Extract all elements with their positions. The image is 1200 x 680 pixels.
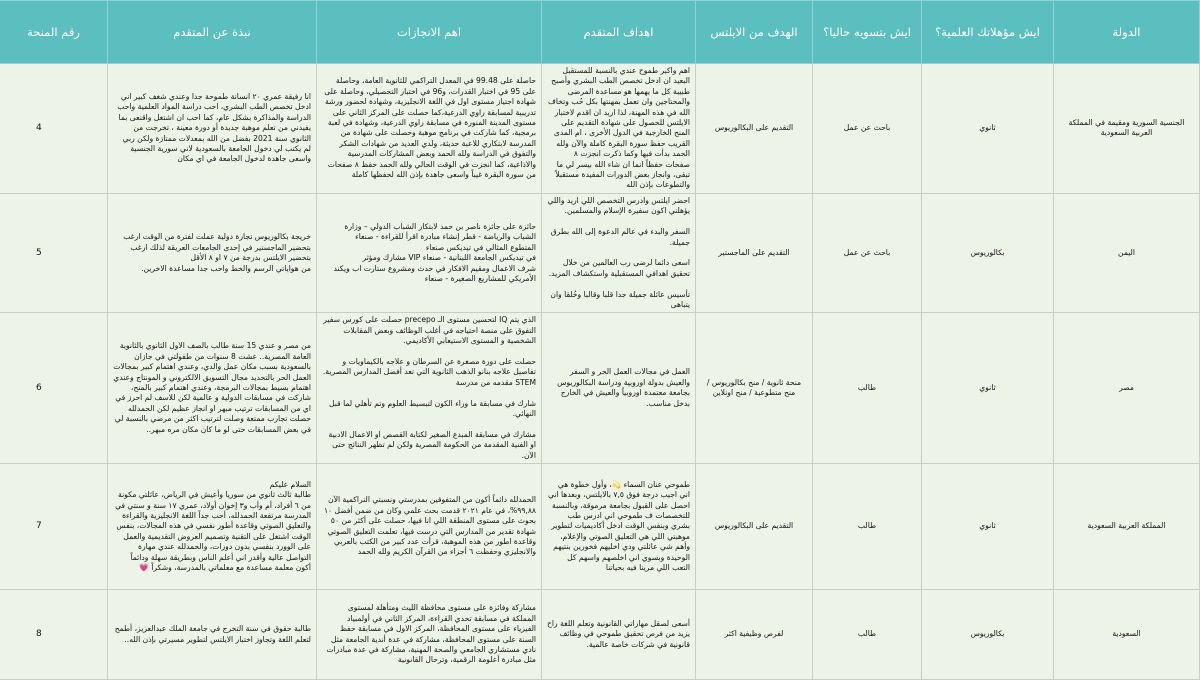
cell-goals[interactable] xyxy=(542,64,696,194)
cell-grant-number[interactable]: 5 xyxy=(0,193,108,312)
cell-achievements[interactable] xyxy=(317,193,542,312)
cell-qualification[interactable]: بكالوريوس xyxy=(922,590,1054,680)
header-about[interactable]: نبذة عن المتقدم xyxy=(108,1,317,64)
about-text: طالبة حقوق في سنة التخرج في جامعة الملك عبدالعزيز، أطمح لتعلم اللغة وتجاوز اختبار الايلتس لتطوير مسيرتي بإذن الله.. xyxy=(114,624,311,644)
goals-text: طموحي عنان السماء 💫، وأول خطوة هي اني اجيب درجة فوق ٧,٥ بالايلتس، وبعدها اني احصل على القبول بجامعة مرموقة، وبالنسبة للتخصصات ف طموحي اني ادرس طب بشري وبنفس الوقت ادخل أكاديميات لتطوير موهبتي اللي هي التعليق الصوتي والإعلام، وأهم شي عائلتي ودي اخليهم فخورين بنتيهم الوحيدة وبسوي اني اخلصهم واسهم كل التعب اللي مرينا فيه بحياتنا xyxy=(548,479,690,572)
cell-current-status[interactable]: طالب xyxy=(813,313,922,464)
cell-grant-number[interactable]: 6 xyxy=(0,313,108,464)
cell-about[interactable] xyxy=(108,193,317,312)
table-row xyxy=(0,590,1200,680)
cell-current-status[interactable]: باحث عن عمل xyxy=(813,193,922,312)
achievements-text: حاصلة على 99.48 في المعدل التراكمي للثانوية العامة، وحاصلة على 95 في اختبار القدرات، و96 في اختبار التحصيلي، وحاصلة على شهادة اجتياز مستوى اول في اللغة الانجليزية، وشهادة لحضور ورشة تدريبية لمسابقة راوي الدرعية،كما حصلت على المركز الثاني على مستوى المدينة المنورة في مسابقة راوي الدرعية، وشهادة في لعبة برمجية، كما شاركت في برنامج موهبة وحصلت على شهادة من المدرسة لابتكاري للاعبة حديثة، ولدي العديد من شهادات الشكر والتفوق في الدراسة ولله الحمد وبعض المشاركات المدرسية والاذاعية، كما انجزت في الوقت الحالي ولله الحمد حفظ ٨ صفحات من سورة البقرة غيباً واسعى جاهدة بإذن الله لحفظها كاملة xyxy=(324,76,536,180)
cell-grant-number[interactable]: 7 xyxy=(0,464,108,590)
cell-ielts-goal[interactable]: لفرص وظيفية اكثر xyxy=(696,590,813,680)
cell-qualification[interactable]: ثانوي xyxy=(922,64,1054,194)
cell-qualification[interactable]: ثانوي xyxy=(922,313,1054,464)
cell-country[interactable]: المملكة العربية السعودية xyxy=(1054,464,1200,590)
cell-country[interactable]: مصر xyxy=(1054,313,1200,464)
cell-ielts-goal[interactable]: التقديم على الماجستير xyxy=(696,193,813,312)
header-current-status[interactable]: ايش بتسويه حاليا؟ xyxy=(813,1,922,64)
header-achievements[interactable]: اهم الانجازات xyxy=(317,1,542,64)
cell-country[interactable]: الجنسية السورية ومقيمة في المملكة العربية السعودية xyxy=(1054,64,1200,194)
cell-about[interactable] xyxy=(108,464,317,590)
cell-goals[interactable] xyxy=(542,193,696,312)
cell-current-status[interactable]: باحث عن عمل xyxy=(813,64,922,194)
cell-goals[interactable] xyxy=(542,590,696,680)
cell-goals[interactable] xyxy=(542,313,696,464)
header-ielts-goal[interactable]: الهدف من الايلتس xyxy=(696,1,813,64)
achievements-text: الحمدلله دائماً أكون من المتفوقين بمدرستي ونسبتي التراكمية الآن ٩٩,٨٨%، في عام ٢٠٢١ قدمت بحث علمي وكان من ضمن أفضل ١٠ بحوث على مستوى المنطقة اللي انا فيها، حصلت على أكثر من ٥٠ شهادة تقدير من المدارس التي درست فيها، تعلمت التعليق الصوتي وقاعدة اطور من هذه الموهبة، قرأت عدد كبير من الكتب بالعربي والانجليزي وحفظت ٦ أجزاء من القرآن الكريم ولله الحمد xyxy=(323,495,536,557)
goals-text: اهم واكبر طموح عندي بالنسبة للمستقبل البعيد ان ادخل تخصص الطب البشري وأصبح طبيبة كل ما يهمها هو مساعدة المرضى والمحتاجين وان تعمل بمهنتها بكل حُب وتخاف الله في هذه المهنة، لذا اريد ان اقدم لاختبار الايلتس للحصول على شهادة التقديم على المنح الخارجية في الدول الأخرى ، ام المدى القريب حفظ سورة البقرة كاملة والآن ولله الحمد بدأت فيها وكما ذكرت انجزت ٨ صفحات حفظاً انما ان شاء الله بيسر لي ما تبقى، وانجاز بعض الدورات المفيدة مستقبلاً والتطوعات بإذن الله xyxy=(548,66,690,190)
header-grant-number[interactable]: رقم المنحة xyxy=(0,1,108,64)
cell-about[interactable] xyxy=(108,64,317,194)
cell-qualification[interactable]: بكالوريوس xyxy=(922,193,1054,312)
cell-achievements[interactable] xyxy=(317,313,542,464)
cell-country[interactable]: السعودية xyxy=(1054,590,1200,680)
about-text: من مصر و عندي 15 سنة طالب بالصف الاول الثانوي بالثانوية العامة المصرية.. عشت 8 سنوات من طفولتي في جازان بالسعودية بسبب مكان عمل والدي، وعندي اهتمام كبير بمجالات العمل الحر بالتحديد مجال التسويق الالكتروني و المونتاج وعندي اهتمام بسيط بمجالات البرمجة، وعندي اهتمام كبير بالمنح، شاركت في مسابقات الدولية و عالمية لكن للاسف لم احرز في اي من المسابقات ترتيب مبهر او انجاز عظيم لكن الحمدلله حصلت تجارب ممتعة وصلت لترتيب اكثر من مرضي بالنسبة لي في بعض المسابقات حتى لو ما كان مكان مره مبهر.. xyxy=(113,341,311,434)
cell-achievements[interactable] xyxy=(317,590,542,680)
achievements-text: حائزة على جائزة ناصر بن حمد لابتكار الشباب الدولي – وزارة الشباب والرياضة - قطر إنشاء مبادرة اقرأ للقراءة - صنعاء المتطوع المثالي في تيديكس صنعاء في تيديكس الجامعة اللبنانية - صنعاء VIP مشارك ومؤثر شرف الاعمال ومقيم الافكار في حدث ومشروع ستارت اب ويكند الأمريكي للمشاريع الصغيرة - صنعاء xyxy=(333,221,536,283)
cell-qualification[interactable]: ثانوي xyxy=(922,464,1054,590)
cell-achievements[interactable] xyxy=(317,64,542,194)
goals-text: أسعى لصقل مهاراتي القانونية وتعلم اللغة راح يزيد من فرص تحقيق طموحي في وظائف قانونية في شركات خاصة عالمية. xyxy=(547,618,690,649)
cell-ielts-goal[interactable]: منحة ثانوية / منح بكالوريوس / منح متطوعية / منح اونلاين xyxy=(696,313,813,464)
about-text: خريجة بكالوريوس تجارة دولية عملت لفترة من الوقت ارغب بتحضير الماجستير في إحدى الجامعات العريقة لذلك ارغب بتحضير الايلتس بدرجة من ٧ او ٨ الأقل من هواياتي الرسم والخط واحب جدا مساعدة الاخرين. xyxy=(123,232,311,273)
cell-about[interactable] xyxy=(108,313,317,464)
cell-ielts-goal[interactable]: التقديم على البكالوريوس xyxy=(696,64,813,194)
header-qualification[interactable]: ايش مؤهلاتك العلمية؟ xyxy=(922,1,1054,64)
cell-about[interactable] xyxy=(108,590,317,680)
cell-achievements[interactable] xyxy=(317,464,542,590)
table-row xyxy=(0,193,1200,312)
cell-current-status[interactable]: طالب xyxy=(813,590,922,680)
about-text: انا رفيقة عمري ٢٠ انسانة طموحة جدا وعندي شغف كبير اني ادخل تخصص الطب البشري، احب دراسة المواد العلمية واحب الدراسة والمذاكرة بشكل عام، كما احب ان اشتغل واقنعى بما يفيدني من تعلم موهبة جديدة أو دورة معينة ، تخرجت من الثانوي سنة 2021 بفضل من الله بمعدلات ممتازة ولكن ربي لم يكتب لي دخول الجامعة بالسعودية لاني سورية الجنسية واسعى جاهدة لدخول الجامعة في اي مكان xyxy=(117,92,311,164)
cell-country[interactable]: اليمن xyxy=(1054,193,1200,312)
achievements-text: مشاركة وفائزة على مستوى محافظة الليث ومتأهلة لمستوى المملكة في مسابقة تحدي القراءة، المركز الثاني في أولمبياد الفيزياء على مستوى المحافظة، المركز الاول في مسابقة حفظ السنة على مستوى المحافظة، مشاركة في عدة أندية الجامعة مثل نادي مستشاري الجامعي والصحة المهنية، مشاركة في عدة مبادرات مثل مبادرة أعلومة الرقمية، وترحال القانونية xyxy=(326,603,536,665)
cell-current-status[interactable]: طالب xyxy=(813,464,922,590)
cell-grant-number[interactable]: 8 xyxy=(0,590,108,680)
cell-grant-number[interactable]: 4 xyxy=(0,64,108,194)
table-row xyxy=(0,64,1200,194)
goals-text: احضر ايلتس وادرس التخصص اللي اريد واللي يؤهلني اكون سفيرة الإسلام والمسلمين. السفر والبدء في عالم الدعوة إلى الله بطرق جميلة. اسعى دائما لرضى رب العالمين من خلال تحقيق اهدافي المستقبلية واستكشاف المزيد. تأسيس عائلة جميلة جدا قلبا وقالبا وخُلقا وان يتباهى xyxy=(547,195,690,309)
achievements-text: الذي يتم IQ لتحسين مستوى الـ precepo حصلت على كورس سفير التفوق على منصة احتياجه في أغلب الوظائف وبعض المقابلات الشخصية و المستوى الاستيعابي الأكاديمي. حصلت على دورة مصغرة عن السرطان و علاجه بالكيماويات و تفاصيل علاجه بنانو الذهب الثانوية التي تعد أفضل المدارس المصرية. STEM مقدمه من مدرسة شارك في مسابقة ما وراء الكون لتبسيط العلوم وتم تأهلي لما قبل النهائي. مشارك في مسابقة المبدع الصغير لكتابة القصص او الاعمال الادبية او الفنية المقدمة من الحكومة المصرية ولكن لم تظهر النتائج حتى الآن. xyxy=(322,315,536,460)
header-country[interactable]: الدولة xyxy=(1054,1,1200,64)
header-goals[interactable]: اهداف المتقدم xyxy=(542,1,696,64)
goals-text: العمل في مجالات العمل الحر و السفر والعيش بدولة اوروبية ودراسة البكالوريوس بجامعة معتمدة اوروبياً والعيش في الخارج بدخل مناسب. xyxy=(557,367,690,408)
table-row xyxy=(0,464,1200,590)
table-row xyxy=(0,313,1200,464)
cell-ielts-goal[interactable]: التقديم على البكالوريوس xyxy=(696,464,813,590)
about-text: السلام عليكم طالبة ثالث ثانوي من سوريا وأعيش في الرياض، عائلتي مكونة من ٦ أفراد، أم وأب و٣ إخوان أولاد، عمري ١٧ سنة و سنتي في المدرسة مرتفعة الحمدلله، أحب جداً اللغة الانجليزية والقراءة والتعليق الصوتي وقاعدة أطور نفسي في هذه المجالات، بنفس الوقت اشتغل على التقنية وتصميم العروض التقديمية والعمل على الوورد بنفسي بدون دورات، والحمدلله عندي مهارة التواصل عالية وأقدر اني أعلم الناس وبطريقة سهلة ودائماً أكون معلمة مساعدة مع معلماتي بالمدرسة، وشكراً 💗 xyxy=(115,479,311,572)
header-row xyxy=(0,1,1200,64)
cell-goals[interactable] xyxy=(542,464,696,590)
